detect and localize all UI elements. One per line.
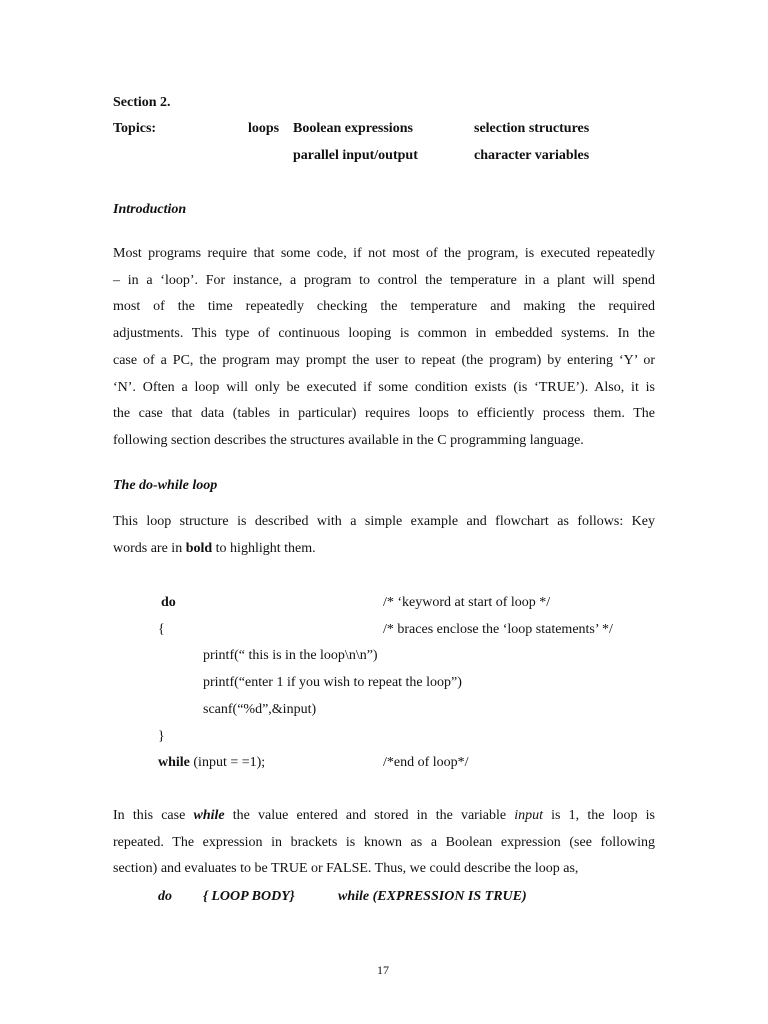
- summary-do: do: [158, 889, 172, 904]
- code-do-comment: /* ‘keyword at start of loop */: [383, 595, 551, 610]
- code-while-line: [158, 755, 265, 771]
- intro-line: the case that data (tables in particular) requires loops to efficiently process them. The: [113, 406, 655, 422]
- topic-loops: loops: [248, 121, 280, 136]
- explain-line: [113, 803, 655, 830]
- dowhile-heading: The do-while loop: [113, 478, 218, 493]
- intro-line: case of a PC, the program may prompt the user to repeat (the program) by entering ‘Y’ or: [113, 352, 655, 368]
- explain-input: input: [514, 808, 543, 823]
- explain-l1-b: the value entered and stored in the variable: [224, 808, 515, 823]
- topic-parallel: parallel input/output: [293, 148, 418, 163]
- code-end-comment: /*end of loop*/: [383, 755, 469, 770]
- intro-line: most of the time repeatedly checking the temperature and making the required: [113, 299, 655, 315]
- dowhile-line2-bold: bold: [185, 540, 213, 556]
- code-close-brace: }: [158, 729, 165, 744]
- dowhile-paragraph: [113, 509, 655, 562]
- explain-while: while: [193, 808, 225, 823]
- intro-heading: Introduction: [113, 202, 187, 217]
- explain-l1-a: In this case: [113, 808, 194, 823]
- code-open-brace: {: [158, 622, 165, 637]
- topic-character: character variables: [474, 148, 590, 163]
- explain-line: section) and evaluates to be TRUE or FALSE. Thus, we could describe the loop as,: [113, 861, 579, 877]
- dowhile-line2-pre: words are in: [113, 540, 186, 556]
- explain-paragraph: [113, 803, 655, 883]
- dowhile-line2-post: to highlight them.: [212, 540, 316, 556]
- topic-boolean: Boolean expressions: [293, 121, 413, 136]
- section-label: Section 2.: [113, 95, 171, 110]
- dowhile-line: [113, 536, 655, 563]
- intro-line: following section describes the structures available in the C programming language.: [113, 432, 584, 448]
- code-brace-comment: /* braces enclose the ‘loop statements’ */: [383, 622, 613, 637]
- intro-line: ‘N’. Often a loop will only be executed if some condition exists (is ‘TRUE’). Also, it is: [113, 379, 655, 395]
- intro-line: adjustments. This type of continuous looping is common in embedded systems. In the: [113, 326, 655, 342]
- intro-line: – in a ‘loop’. For instance, a program to control the temperature in a plant will spend: [113, 272, 655, 288]
- code-scanf: scanf(“%d”,&input): [203, 702, 317, 717]
- intro-line: Most programs require that some code, if not most of the program, is executed repeatedly: [113, 246, 655, 261]
- summary-while: while (EXPRESSION IS TRUE): [338, 889, 527, 904]
- dowhile-line: This loop structure is described with a simple example and flowchart as follows: Key: [113, 514, 655, 529]
- code-printf1: printf(“ this is in the loop\n\n”): [203, 648, 378, 663]
- code-while-keyword: while: [158, 755, 190, 770]
- explain-line: repeated. The expression in brackets is known as a Boolean expression (see following: [113, 834, 655, 850]
- page-number: 17: [377, 963, 389, 977]
- code-printf2: printf(“enter 1 if you wish to repeat the loop”): [203, 675, 462, 690]
- code-while-condition: (input = =1);: [189, 755, 266, 770]
- explain-l1-c: is 1, the loop is: [543, 808, 655, 823]
- topic-selection: selection structures: [474, 121, 590, 136]
- intro-paragraph: [113, 241, 655, 455]
- topics-label: Topics:: [113, 121, 157, 136]
- code-do: do: [161, 595, 176, 610]
- summary-body: { LOOP BODY}: [203, 889, 295, 904]
